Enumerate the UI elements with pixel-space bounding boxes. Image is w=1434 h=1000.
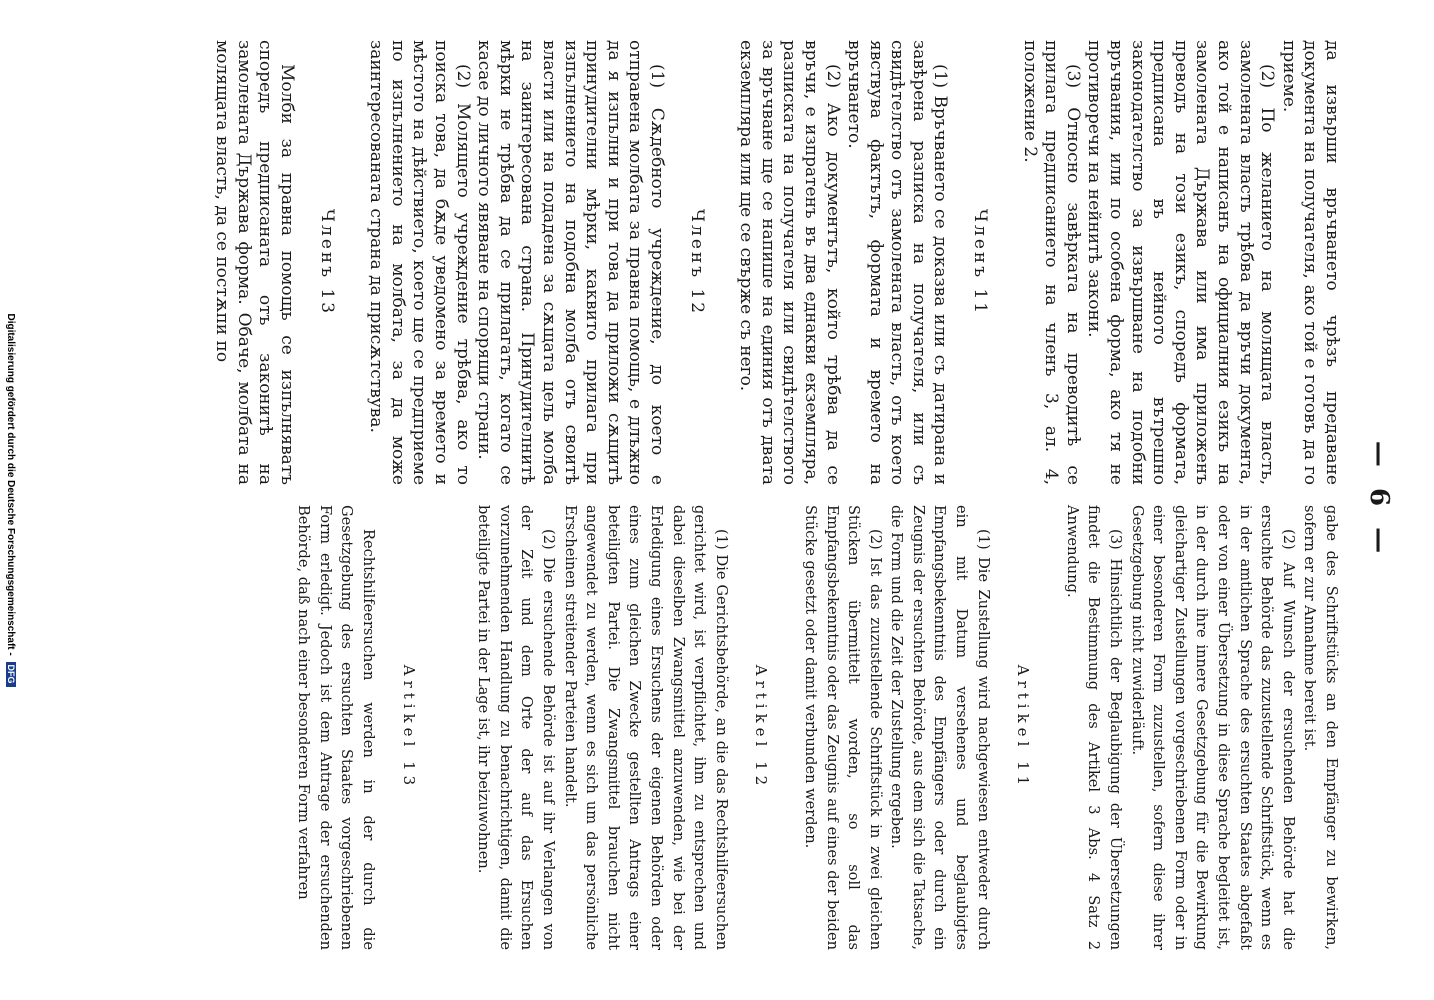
bg-paragraph-3: (3) Относно завѣрката на преводитѣ се прилага предписанието на членъ 3, ал. 4, положение 2. [1019,40,1083,485]
digitization-credit [5,0,16,1000]
german-column [293,505,1342,950]
bg-intro-paragraph: да извърши връчването чрѣзъ предаване документа на получателя, ако той е готовъ да го приеме. [1278,40,1342,485]
bg-article-13-paragraph-1: Молби за правна помощь се изпълняватъ споредъ предписаната отъ законитѣ на замолената Държава форма. Обаче, молбата на молящата власть, да се постѫпи по [212,40,298,485]
bg-article-13-heading: Членъ 13 [316,208,337,317]
page-number: — 6 — [1364,440,1394,560]
de-article-11-paragraph-1: (1) Die Zustellung wird nachgewiesen entweder durch ein mit Datum versehenes und beglaubigtes Empfangsbekenntnis des Empfängers oder durch ein Zeugnis der ersuchten Behörde, aus dem sich die Tatsache, die Form und die Zeit der Zustellung ergeben. [888,505,992,950]
de-article-12-heading: Artikel 12 [752,664,771,791]
bg-article-12-paragraph-2: (2) Молящето учреждение трѣбва, ако то поиска това, да бѫде уведомено за времето и мѣстото на дѣйствието, което ще се предприеме по изпълнението на молбата, за да може заинтересованата страна да присѫтствува. [366,40,473,485]
de-article-11-heading: Artikel 11 [1014,664,1033,791]
bulgarian-column [211,40,1342,485]
de-article-12-paragraph-2: (2) Die ersuchende Behörde ist auf ihr Verlangen von der Zeit und dem Orte der auf das Ersuchen vorzunehmenden Handlung zu benachrichtigen, damit die beteiligte Partei in der Lage ist, ihr beizuwohnen. [475,505,557,950]
bg-article-11-paragraph-2: (2) Ако документътъ, който трѣбва да се връчи, е изпратенъ въ два еднакви екземпляра, разписката на получателя или свидѣтелството за връчване ще се напише на единия отъ двата екземпляра или ще се свърже съ него. [736,40,843,485]
bg-article-11-heading: Членъ 11 [970,208,991,317]
de-article-12-paragraph-1: (1) Die Gerichtsbehörde, an die das Rechtshilfeersuchen gerichtet wird, ist verpflichtet, ihm zu entsprechen und dabei dieselben Zwangsmittel anzuwenden, wie bei der Erledigung eines Ersuchens der eigenen Behörden oder eines zum gleichen Zwecke gestellten Antrags einer beteiligten Partei. Die Zwangsmittel brauchen nicht angewendet zu werden, wenn es sich um das persönliche Erscheinen streitender Parteien handelt. [561,505,730,950]
bg-article-12-heading: Членъ 12 [686,208,707,317]
de-intro-paragraph: gabe des Schriftstücks an den Empfänger zu bewirken, sofern er zur Annahme bereit ist. [1301,505,1340,950]
bg-article-12-paragraph-1: (1) Сѫдебното учреждение, до което е отправена молбата за правна помощь, е длъжно да я изпълни и при това да приложи сѫщитѣ принудителни мѣрки, каквито прилага при изпълнението на подобна молба отъ своитѣ власти или на подадена за сѫщата цель молба на заинтересована страна. Принудителнитѣ мѣрки не трѣбва да се прилагатъ, когато се касае до личното явяване на спорящи страни. [474,40,667,485]
bg-article-11-paragraph-1: (1) Връчването се доказва или съ датирана и завѣрена разписка на получателя, или съ свидѣтелство отъ замолената власть, отъ което явствува фактътъ, формата и времето на връчването. [844,40,951,485]
de-article-13-paragraph-1: Rechtshilfeersuchen werden in der durch die Gesetzgebung des ersuchten Staates vorgeschriebenen Form erledigt. Jedoch ist dem Antrage der ersuchenden Behörde, daß nach einer besonderen Form verfahren [295,505,378,950]
digitization-credit-text: Digitalisierung gefördert durch die Deutsche Forschungsgemeinschaft - [5,313,16,656]
de-paragraph-2: (2) Auf Wunsch der ersuchenden Behörde hat die ersuchte Behörde das zuzustellende Schriftstück, wenn es in der amtlichen Sprache des ersuchten Staates abgefaßt oder von einer Übersetzung in diese Sprache begleitet ist, in der durch ihre innere Gesetzgebung für die Bewirkung gleichartiger Zustellungen vorgeschriebenen Form oder in einer besonderen Form zuzustellen, sofern diese ihrer Gesetzgebung nicht zuwiderläuft. [1128,505,1297,950]
de-article-13-heading: Artikel 13 [399,664,418,791]
de-article-11-paragraph-2: (2) Ist das zuzustellende Schriftstück in zwei gleichen Stücken übermittelt worden, so soll das Empfangsbekenntnis oder das Zeugnis auf eines der beiden Stücke gesetzt oder damit verbunden werden. [801,505,884,950]
bg-paragraph-2: (2) По желанието на молящата власть, замолената власть трѣбва да връчи документа, ако той е написанъ на официалния езикъ на замолената Държава или има приложенъ преводъ на този езикъ, споредъ формата, предписана въ нейното вътрешно законодателство за извършване на подобни връчвания, или по особена форма, ако тя не противоречи на нейнитѣ закони. [1084,40,1278,485]
de-paragraph-3: (3) Hinsichtlich der Beglaubigung der Übersetzungen findet die Bestimmung des Artikel 3 Abs. 4 Satz 2 Anwendung. [1063,505,1125,950]
dfg-logo: DFG [6,662,16,687]
